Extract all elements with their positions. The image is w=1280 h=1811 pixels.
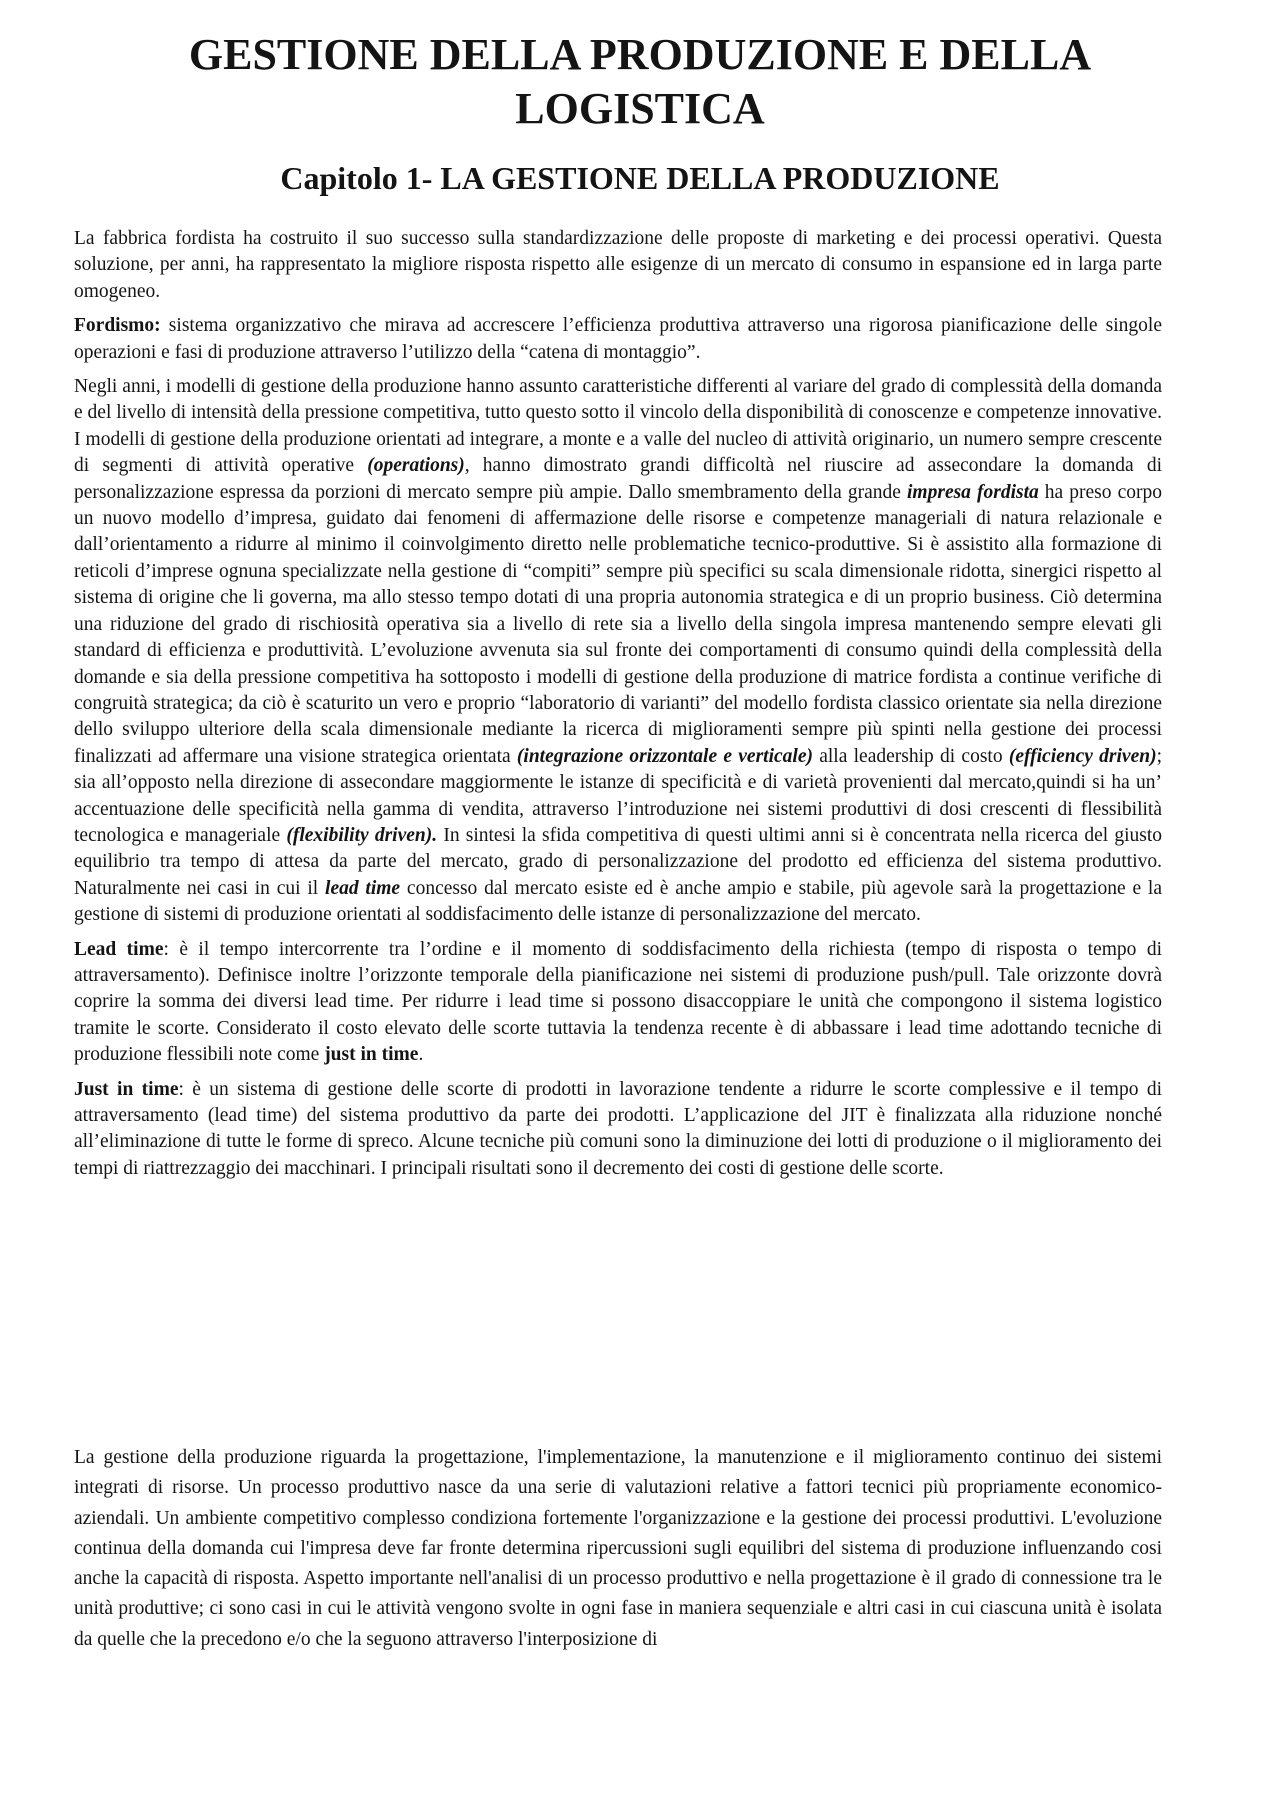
models-text: alla leadership di costo	[812, 745, 1009, 767]
intro-paragraph: La fabbrica fordista ha costruito il suo successo sulla standardizzazione delle proposte di marketing e dei processi operativi. Questa soluzione, per anni, ha rappresentato la migliore risposta rispetto alle esigenze di un mercato di consumo in espansione ed in larga parte omogeneo.	[74, 228, 1162, 302]
emphasis-efficiency-driven: (efficiency driven)	[1008, 745, 1157, 767]
just-in-time-term: just in time	[324, 1044, 419, 1066]
emphasis-operations: (operations)	[367, 455, 465, 477]
models-text: In sintesi la sfida competitiva di questi ultimi anni si è concentrata nella ricerca del giusto equilibrio tra tempo di attesa da parte del mercato, grado di personalizzazione del prodotto ed efficienza del sistema produttivo. Naturalmente nei casi in cui il	[74, 824, 1163, 899]
leadtime-definition: : è il tempo intercorrente tra l’ordine e il momento di soddisfacimento della richiesta (tempo di risposta o tempo di attraversamento). Definisce inoltre l’orizzonte temporale della pianificazione nei sistemi di produzione push/pull. Tale orizzonte dovrà coprire la somma dei diversi lead time. Per ridurre i lead time si possono disaccoppiare le unità che compongono il sistema logistico tramite le scorte. Considerato il costo elevato delle scorte tuttavia la tendenza recente è di abbassare i lead time adottando tecniche di produzione flessibili note come	[74, 938, 1162, 1066]
jit-term: Just in time	[74, 1078, 179, 1100]
models-text: ha preso corpo un nuovo modello d’impresa, guidato dai fenomeni di affermazione delle risorse e competenze manageriali di natura relazionale e dall’orientamento a ridurre al minimo il coinvolgimento diretto nelle problematiche tecnico-produttive. Si è assistito alla formazione di reticoli d’imprese ognuna specializzate nella gestione di “compiti” sempre più specifici su scala dimensionale ridotta, sinergici rispetto al sistema di origine che li governa, ma allo stesso tempo dotati di una propria autonomia strategica e di un proprio business. Ciò determina una riduzione del grado di rischiosità operativa sia a livello di rete sia a livello della singola impresa mantenendo sempre elevati gli standard di efficienza e produttività. L’evoluzione avvenuta sia sul fronte dei comportamenti di consumo quindi della complessità della domande e sia della pressione competitiva ha sottoposto i modelli di gestione della produzione di matrice fordista a continue verifiche di congruità strategica; da ciò è scaturito un vero e proprio “laboratorio di varianti” del modello fordista classico orientate sia nella direzione dello sviluppo ulteriore della scala dimensionale mediante la ricerca di miglioramenti sempre più spinti nella gestione dei processi finalizzati ad affermare una visione strategica orientata	[74, 481, 1162, 767]
models-text: Negli anni, i modelli di gestione della produzione hanno assunto caratteristiche differenti al variare del grado di complessità della domanda e del livello di intensità della pressione competitiva, tutto questo sotto il vincolo della disponibilità di conoscenze e competenze innovative. I modelli di gestione della produzione orientati ad integrare, a monte e a valle del nucleo di attività originario, un numero sempre crescente di segmenti di attività operative	[74, 376, 1162, 477]
fordismo-term: Fordismo:	[74, 315, 161, 337]
emphasis-integrazione: (integrazione orizzontale e verticale)	[516, 745, 813, 767]
emphasis-lead-time: lead time	[325, 877, 401, 899]
document-body	[74, 226, 1162, 1190]
chapter-heading: Capitolo 1- LA GESTIONE DELLA PRODUZIONE	[280, 160, 1000, 196]
jit-paragraph	[74, 1077, 1162, 1183]
title-line-1: GESTIONE DELLA PRODUZIONE E DELLA	[188, 30, 1092, 79]
models-text: ; sia all’opposto nella direzione di assecondare maggiormente le istanze di specificità e di varietà provenienti dal mercato,quindi si ha un’ accentuazione delle specificità nella gamma di vendita, attraverso l’introduzione nei sistemi produttivi di dosi crescenti di flessibilità tecnologica e manageriale	[74, 745, 1163, 846]
leadtime-paragraph	[74, 937, 1162, 1069]
models-paragraph	[74, 374, 1162, 929]
leadtime-end: .	[418, 1044, 424, 1066]
leadtime-term: Lead time	[74, 938, 164, 960]
title-line-2: LOGISTICA	[515, 84, 765, 133]
emphasis-impresa-fordista: impresa fordista	[907, 481, 1039, 503]
fordismo-definition: sistema organizzativo che mirava ad accrescere l’efficienza produttiva attraverso una rigorosa pianificazione delle singole operazioni e fasi di produzione attraverso l’utilizzo della “catena di montaggio”.	[74, 315, 1162, 363]
emphasis-flexibility-driven: (flexibility driven).	[286, 824, 438, 846]
production-section	[74, 1443, 1162, 1655]
fordismo-paragraph	[74, 313, 1162, 366]
production-paragraph: La gestione della produzione riguarda la progettazione, l'implementazione, la manutenzione e il miglioramento continuo dei sistemi integrati di risorse. Un processo produttivo nasce da una serie di valutazioni relative a fattori tecnici più propriamente economico-aziendali. Un ambiente competitivo complesso condiziona fortemente l'organizzazione e la gestione dei processi produttivi. L'evoluzione continua della domanda cui l'impresa deve far fronte determina ripercussioni sugli equilibri del sistema di produzione influenzando cosi anche la capacità di risposta. Aspetto importante nell'analisi di un processo produttivo e nella progettazione è il grado di connessione tra le unità produttive; ci sono casi in cui le attività vengono svolte in ogni fase in maniera sequenziale e altri casi in cui ciascuna unità è isolata da quelle che la precedono e/o che la seguono attraverso l'interposizione di	[74, 1447, 1162, 1650]
jit-definition: : è un sistema di gestione delle scorte di prodotti in lavorazione tendente a ridurre le scorte complessive e il tempo di attraversamento (lead time) del sistema produttivo da parte dei prodotti. L’applicazione del JIT è finalizzata alla riduzione nonché all’eliminazione di tutte le forme di spreco. Alcune tecniche più comuni sono la diminuzione dei lotti di produzione o il miglioramento dei tempi di riattrezzaggio dei macchinari. I principali risultati sono il decremento dei costi di gestione delle scorte.	[74, 1078, 1163, 1179]
models-text: concesso dal mercato esiste ed è anche ampio e stabile, più agevole sarà la progettazione e la gestione di sistemi di produzione orientati al soddisfacimento delle istanze di personalizzazione del mercato.	[74, 877, 1162, 926]
document-title	[60, 28, 1220, 136]
models-text: , hanno dimostrato grandi difficoltà nel riuscire ad assecondare la domanda di personalizzazione espressa da porzioni di mercato sempre più ampie. Dallo smembramento della grande	[74, 455, 1163, 503]
